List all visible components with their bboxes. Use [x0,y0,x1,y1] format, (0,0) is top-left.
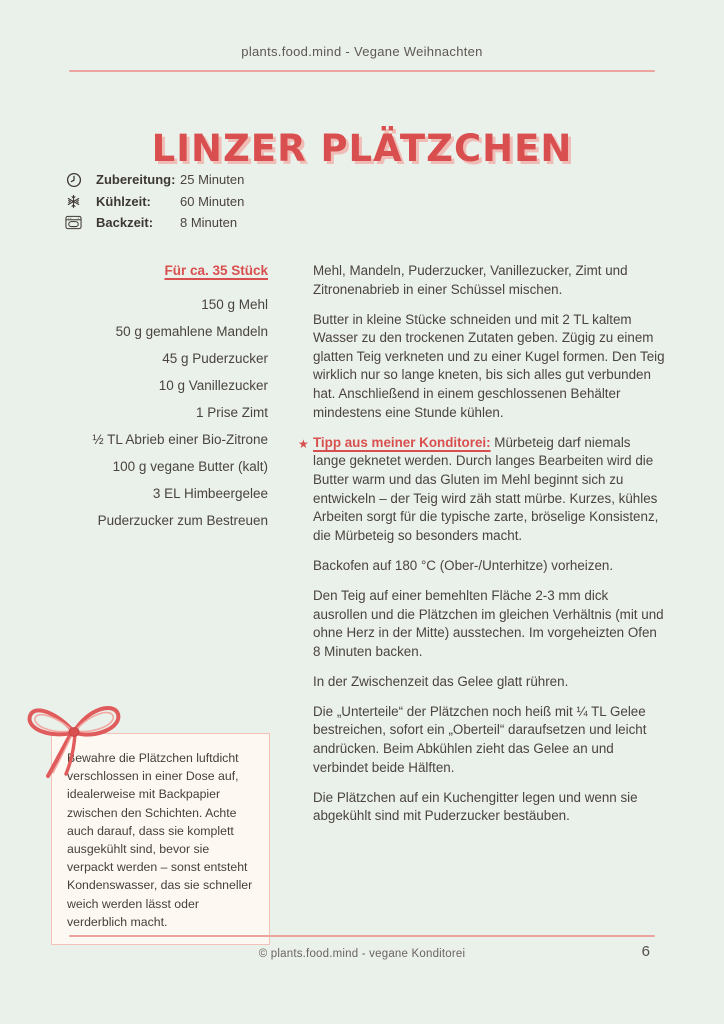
meta-value: 60 Minuten [180,193,245,209]
top-divider [69,70,655,72]
instruction-paragraph: Die Plätzchen auf ein Kuchengitter legen und wenn sie abgekühlt sind mit Puderzucker bestäuben. [313,789,638,824]
ingredient-item: 1 Prise Zimt [195,405,268,420]
instruction-paragraph: Die „Unterteile“ der Plätzchen noch heiß mit ¼ TL Gelee bestreichen, sofort ein „Oberteil“ daraufsetzen und leicht andrücken. Beim Abkühlen zieht das Gelee an und verbindet beide Hälften. [313,703,647,775]
instruction-paragraph: Den Teig auf einer bemehlten Fläche 2-3 mm dick ausrollen und die Plätzchen im gleichen Verhältnis (mit und ohne Herz in der Mitte) ausstechen. Im vorgeheizten Ofen 8 Minuten backen. [313,587,664,659]
clock-icon [64,172,83,188]
ingredient-item: 150 g Mehl [201,297,268,312]
snowflake-icon [64,193,83,209]
recipe-meta [64,169,244,234]
meta-label: Kühlzeit: [96,193,151,209]
meta-label: Backzeit: [96,215,154,231]
meta-row-kuehlzeit [64,191,244,213]
meta-value: 25 Minuten [180,172,245,188]
instruction-paragraph: Backofen auf 180 °C (Ober-/Unterhitze) vorheizen. [313,557,614,573]
ingredient-item: Puderzucker zum Bestreuen [97,513,268,528]
page-footer: © plants.food.mind - vegane Konditorei [258,948,466,960]
ingredient-item: 10 g Vanillezucker [158,378,268,393]
ingredient-item: 50 g gemahlene Mandeln [115,324,268,339]
meta-row-zubereitung [64,169,244,191]
storage-note-text: Bewahre die Plätzchen luftdicht verschlossen in einer Dose auf, idealerweise mit Backpapier zwischen den Schichten. Achte auch darauf, dass sie komplett ausgekühlt sind, bevor sie verpackt werden – sonst entsteht Kondenswasser, das sie schneller weich werden lässt oder verderblich macht. [67,751,253,929]
meta-label: Zubereitung: [96,172,176,188]
oven-icon [64,215,83,231]
meta-value: 8 Minuten [180,215,238,231]
page-header: plants.food.mind - Vegane Weihnachten [241,44,483,59]
instructions-column [298,262,665,837]
ingredient-item: 3 EL Himbeergelee [152,486,268,501]
tip-label: Tipp aus meiner Konditorei: [313,434,491,450]
tip-text: Mürbeteig darf niemals lange geknetet werden. Durch langes Bearbeiten wird die Butter warm und das Gluten im Mehl beginnt sich zu entwickeln – der Teig wird zäh statt mürbe. Kurzes, kühles Arbeiten sorgt für die typische zarte, bröselige Konsistenz, die Mürbeteig so besonders macht. [313,434,659,543]
ingredients-column [40,263,268,534]
page-title: LINZER PLÄTZCHEN [151,126,573,170]
tip-paragraph [298,434,665,546]
ingredient-item: ½ TL Abrieb einer Bio-Zitrone [92,432,268,447]
instruction-paragraph: Butter in kleine Stücke schneiden und mit 2 TL kaltem Wasser zu den trockenen Zutaten geben. Zügig zu einem glatten Teig verkneten und zu einer Kugel formen. Den Teig wirklich nur so lange kneten, bis sich alles gut verbunden hat. Anschließend in einem geschlossenen Behälter mindestens eine Stunde kühlen. [313,311,665,420]
bottom-divider [69,935,655,937]
instruction-paragraph: Mehl, Mandeln, Puderzucker, Vanillezucker, Zimt und Zitronenabrieb in einer Schüssel mischen. [313,263,628,297]
instruction-paragraph: In der Zwischenzeit das Gelee glatt rühren. [313,673,569,689]
ingredient-item: 45 g Puderzucker [162,351,268,366]
page-number: 6 [641,943,650,960]
meta-row-backzeit [64,212,244,234]
star-icon: ★ [298,436,309,451]
ribbon-bow-icon [22,690,126,790]
ingredient-item: 100 g vegane Butter (kalt) [112,459,268,474]
ingredients-heading: Für ca. 35 Stück [164,263,268,278]
